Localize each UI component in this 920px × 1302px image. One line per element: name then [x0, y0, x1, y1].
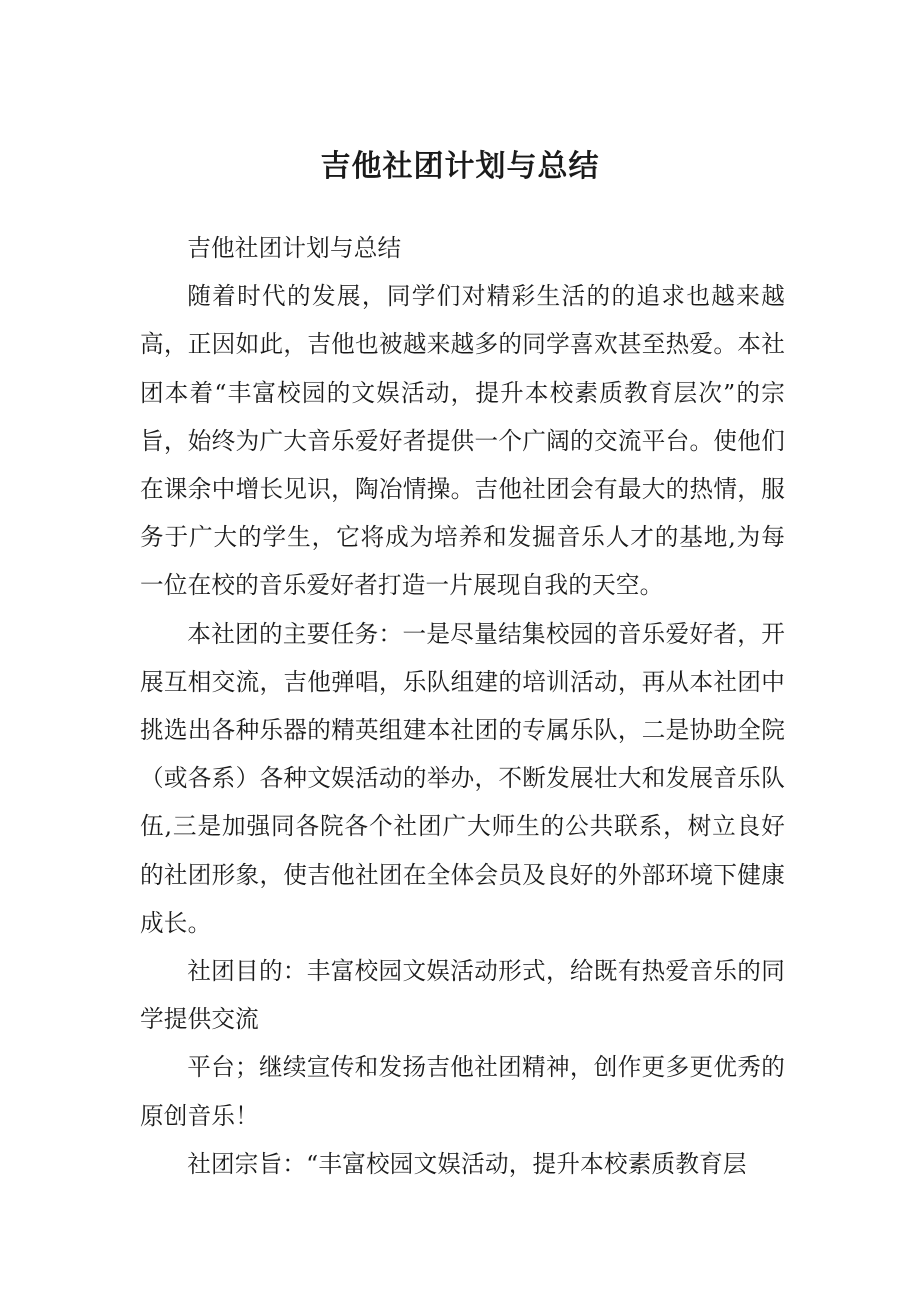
paragraph-purpose: 社团目的：丰富校园文娱活动形式，给既有热爱音乐的同学提供交流	[140, 957, 785, 1034]
paragraph-purpose-continued: 平台；继续宣传和发扬吉他社团精神，创作更多更优秀的原创音乐！	[140, 1053, 785, 1130]
document-title: 吉他社团计划与总结	[320, 149, 600, 184]
paragraph-tenet: 社团宗旨：“丰富校园文娱活动，提升本校素质教育层	[187, 1149, 747, 1178]
paragraph-main-tasks: 本社团的主要任务：一是尽量结集校园的音乐爱好者，开展互相交流，吉他弹唱，乐队组建的培训活动，再从本社团中挑选出各种乐器的精英组建本社团的专属乐队，二是协助全院（或各系）各种文娱活动的举办，不断发展壮大和发展音乐队伍,三是加强同各院各个社团广大师生的公共联系，树立良好的社团形象，使吉他社团在全体会员及良好的外部环境下健康成长。	[140, 619, 785, 937]
document-body	[140, 224, 785, 1188]
paragraph-subtitle: 吉他社团计划与总结	[187, 234, 402, 262]
paragraph-introduction: 随着时代的发展，同学们对精彩生活的的追求也越来越高，正因如此，吉他也被越来越多的同学喜欢甚至热爱。本社团本着“丰富校园的文娱活动，提升本校素质教育层次”的宗旨，始终为广大音乐爱好者提供一个广阔的交流平台。使他们在课余中增长见识，陶冶情操。吉他社团会有最大的热情，服务于广大的学生，它将成为培养和发掘音乐人才的基地,为每一位在校的音乐爱好者打造一片展现自我的天空。	[140, 282, 785, 600]
